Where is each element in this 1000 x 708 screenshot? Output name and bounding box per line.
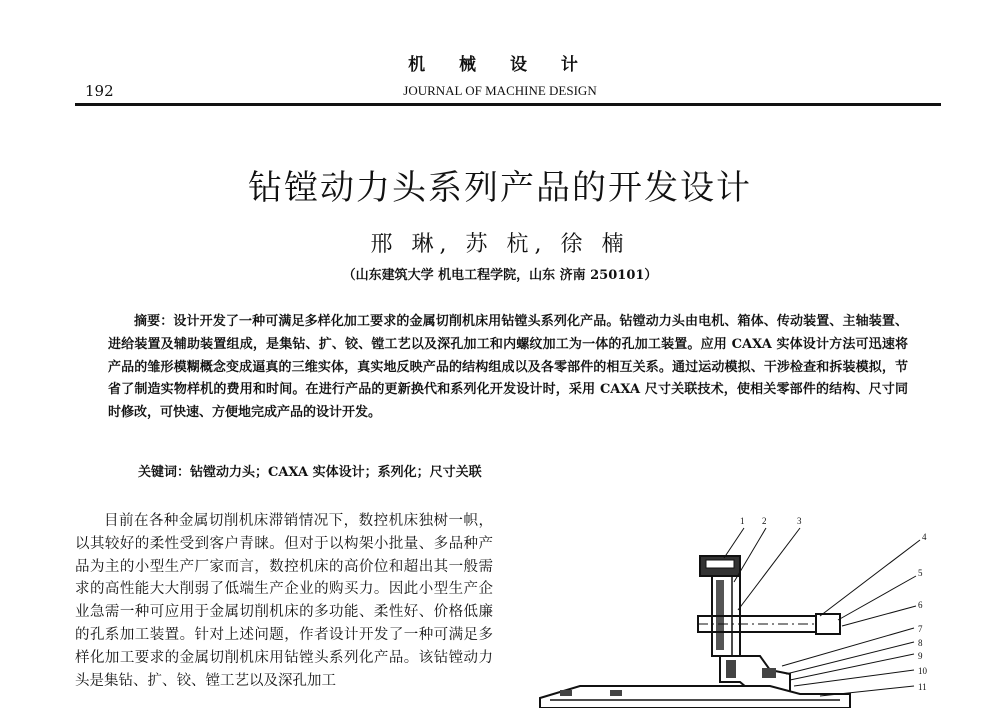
callout-7: 7 xyxy=(918,624,923,634)
abstract-paragraph: 摘要：设计开发了一种可满足多样化加工要求的金属切削机床用钻镗头系列化产品。钻镗动力头由电机、箱体、传动装置、主轴装置、进给装置及辅助装置组成，是集钻、扩、铰、镗工艺以及深孔加工和内螺纹加工为一体的孔加工装置。应用 CAXA 实体设计方法可迅速将产品的雏形模糊概念变成逼真的三维实体，真实地反映产品的结构组成以及各零部件的相互关系。通过运动模拟、干涉检查和拆装模拟，节省了制造实物样机的费用和时间。在进行产品的更新换代和系列化开发设计时，采用 CAXA 尺寸关联技术，使相关零部件的结构、尺寸同时修改，可快速、方便地完成产品的设计开发。 xyxy=(108,314,908,421)
callout-9: 9 xyxy=(918,651,923,661)
base-plate xyxy=(540,686,850,708)
author-affiliation: （山东建筑大学 机电工程学院，山东 济南 250101） xyxy=(342,268,658,283)
header-rule xyxy=(75,103,941,106)
callout-6: 6 xyxy=(918,600,923,610)
mechanical-drawing-svg xyxy=(520,510,960,708)
keywords-line: 关键词：钻镗动力头；CAXA 实体设计；系列化；尺寸关联 xyxy=(138,465,482,480)
callout-8: 8 xyxy=(918,638,923,648)
callout-numbers xyxy=(740,516,928,692)
journal-name-english: JOURNAL OF MACHINE DESIGN xyxy=(403,83,597,98)
body-paragraph: 目前在各种金属切削机床滞销情况下，数控机床独树一帜，以其较好的柔性受到客户青睐。但对于以构架小批量、多品种产品为主的小型生产厂家而言，数控机床的高价位和超出其一般需求的高性能大大削弱了低端生产企业的购买力。因此小型生产企业急需一种可应用于金属切削机床的多功能、柔性好、价格低廉的孔系加工装置。针对上述问题，作者设计开发了一种可满足多样化加工要求的金属切削机床用钻镗头系列化产品。该钻镗动力头是集钻、扩、铰、镗工艺以及深孔加工 xyxy=(75,513,493,689)
article-authors: 邢 琳, 苏 杭, 徐 楠 xyxy=(370,232,630,257)
article-title: 钻镗动力头系列产品的开发设计 xyxy=(248,168,752,208)
callout-1: 1 xyxy=(740,516,745,526)
page-number: 192 xyxy=(85,82,114,100)
callout-2: 2 xyxy=(762,516,767,526)
drawing-lines xyxy=(540,528,920,708)
callout-4: 4 xyxy=(922,532,927,542)
power-head-drawing xyxy=(520,510,960,708)
callout-11: 11 xyxy=(918,682,927,692)
journal-name-chinese: 机 械 设 计 xyxy=(408,55,592,75)
callout-5: 5 xyxy=(918,568,923,578)
callout-10: 10 xyxy=(918,666,927,676)
callout-3: 3 xyxy=(797,516,802,526)
